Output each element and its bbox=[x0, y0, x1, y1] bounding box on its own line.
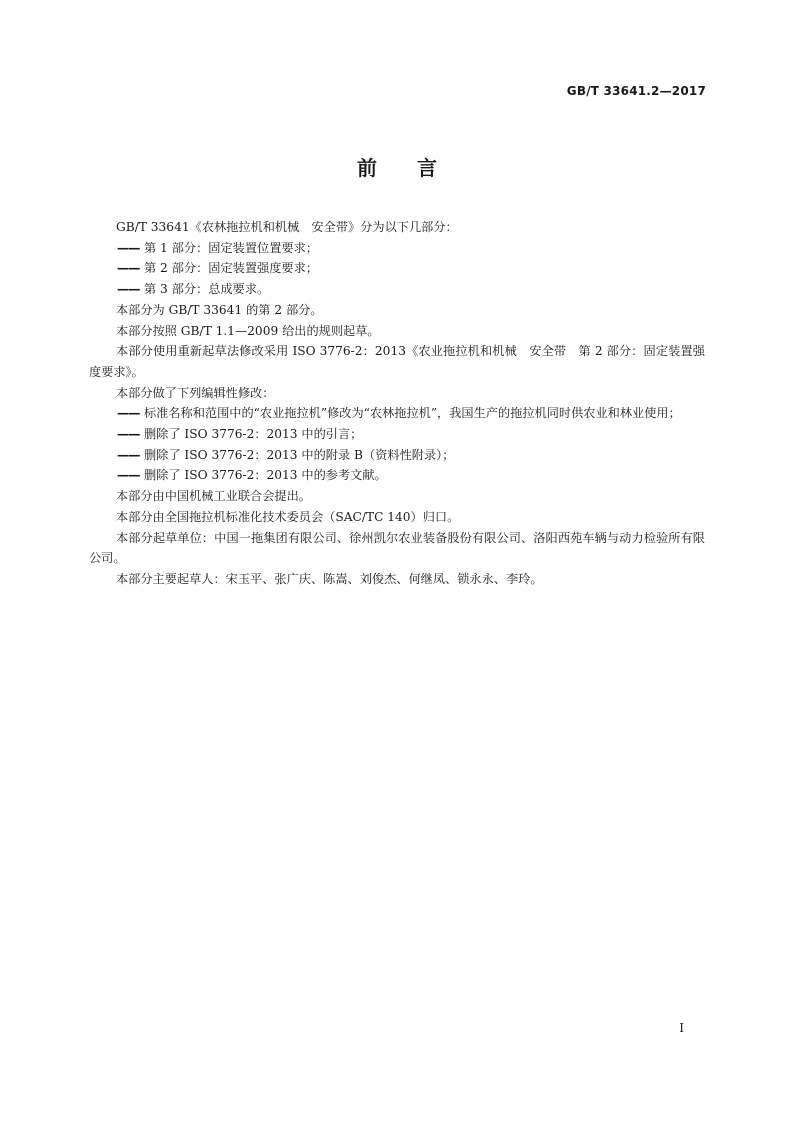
list-item-edit-3 bbox=[89, 445, 705, 466]
dash-bullet: —— bbox=[117, 240, 140, 255]
list-item-part-1 bbox=[89, 238, 705, 259]
jurisdiction-paragraph: 本部分由全国拖拉机标准化技术委员会（SAC/TC 140）归口。 bbox=[116, 509, 460, 524]
intro-paragraph: GB/T 33641《农林拖拉机和机械 安全带》分为以下几部分： bbox=[116, 220, 458, 234]
page-number: Ⅰ bbox=[679, 1021, 684, 1035]
list-item-part-2 bbox=[89, 258, 705, 279]
list-item-text: 删除了 ISO 3776-2：2013 中的参考文献。 bbox=[144, 468, 387, 483]
foreword-body bbox=[89, 217, 705, 590]
drafting-units-paragraph: 本部分起草单位：中国一拖集团有限公司、徐州凯尔农业装备股份有限公司、洛阳西苑车辆与动力检验所有限公司。 bbox=[89, 530, 705, 566]
dash-bullet: —— bbox=[117, 406, 140, 421]
adoption-paragraph: 本部分使用重新起草法修改采用 ISO 3776-2：2013《农业拖拉机和机械 安全带 第 2 部分：固定装置强度要求》。 bbox=[89, 344, 705, 379]
list-item-text: 标准名称和范围中的“农业拖拉机”修改为“农林拖拉机”，我国生产的拖拉机同时供农业和林业使用； bbox=[144, 406, 681, 421]
this-part-paragraph: 本部分为 GB/T 33641 的第 2 部分。 bbox=[116, 302, 323, 317]
dash-bullet: —— bbox=[117, 261, 140, 276]
page-title bbox=[0, 152, 794, 181]
list-item-text: 第 3 部分：总成要求。 bbox=[144, 282, 270, 297]
drafters-paragraph: 本部分主要起草人：宋玉平、张广庆、陈嵩、刘俊杰、何继凤、锁永永、李玲。 bbox=[116, 571, 543, 586]
list-item-edit-2 bbox=[89, 424, 705, 445]
list-item-text: 删除了 ISO 3776-2：2013 中的引言； bbox=[144, 427, 363, 442]
proposed-by-paragraph: 本部分由中国机械工业联合会提出。 bbox=[116, 489, 311, 504]
dash-bullet: —— bbox=[117, 282, 140, 297]
title-char-1: 前 bbox=[357, 156, 377, 180]
list-item-text: 第 1 部分：固定装置位置要求； bbox=[144, 240, 318, 255]
dash-bullet: —— bbox=[117, 468, 140, 483]
drafting-rules-paragraph: 本部分按照 GB/T 1.1—2009 给出的规则起草。 bbox=[116, 323, 380, 338]
dash-bullet: —— bbox=[117, 447, 140, 462]
list-item-text: 删除了 ISO 3776-2：2013 中的附录 B（资料性附录）； bbox=[144, 447, 455, 462]
edit-intro-paragraph: 本部分做了下列编辑性修改： bbox=[116, 385, 275, 400]
list-item-edit-4 bbox=[89, 465, 705, 486]
list-item-part-3 bbox=[89, 279, 705, 300]
standard-number: GB/T 33641.2—2017 bbox=[566, 84, 706, 98]
title-char-2: 言 bbox=[417, 156, 437, 180]
list-item-edit-1 bbox=[89, 403, 705, 424]
list-item-text: 第 2 部分：固定装置强度要求； bbox=[144, 261, 318, 276]
dash-bullet: —— bbox=[117, 427, 140, 442]
